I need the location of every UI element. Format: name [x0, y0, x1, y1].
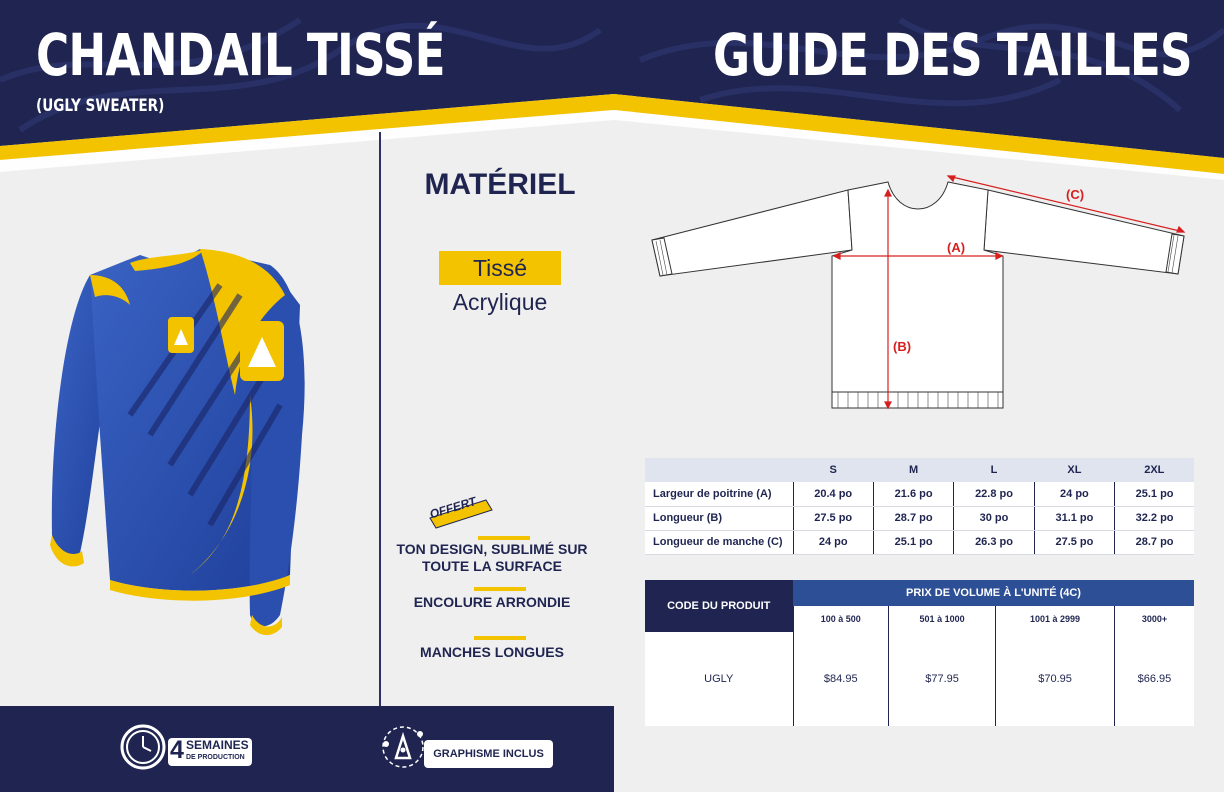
table-cell: 26.3 po: [954, 530, 1034, 554]
feature-design: TON DESIGN, SUBLIMÉ SUR TOUTE LA SURFACE: [396, 541, 588, 574]
table-row: [645, 482, 1194, 506]
price-cell: $66.95: [1114, 632, 1194, 726]
table-cell: 25.1 po: [873, 530, 953, 554]
table-cell: 27.5 po: [1034, 530, 1114, 554]
feature-sleeves: MANCHES LONGUES: [420, 644, 564, 660]
pen-tool-icon: [378, 722, 428, 772]
price-cell: $84.95: [793, 632, 889, 726]
table-row: [645, 632, 1194, 726]
product-title: CHANDAIL TISSÉ: [36, 21, 445, 89]
table-cell: 32.2 po: [1115, 506, 1194, 530]
measure-label-b: (B): [893, 339, 912, 354]
size-header: L: [954, 458, 1034, 482]
measure-label-a: (A): [947, 240, 966, 255]
size-guide-title: GUIDE DES TAILLES: [713, 21, 1192, 89]
row-label: Longueur de manche (C): [645, 530, 793, 554]
material-value: Acrylique: [452, 289, 548, 315]
size-header: XL: [1034, 458, 1114, 482]
size-header: 2XL: [1115, 458, 1194, 482]
quantity-header: 501 à 1000: [889, 606, 996, 632]
sweater-image: [40, 235, 370, 645]
feature-divider: [474, 587, 526, 591]
code-header: CODE DU PRODUIT: [645, 580, 793, 632]
weeks-sub: DE PRODUCTION: [186, 754, 245, 761]
table-cell: 25.1 po: [1115, 482, 1194, 506]
table-cell: 24 po: [1034, 482, 1114, 506]
price-cell: $70.95: [996, 632, 1115, 726]
table-cell: 30 po: [954, 506, 1034, 530]
table-cell: 27.5 po: [793, 506, 873, 530]
table-cell: 21.6 po: [873, 482, 953, 506]
table-cell: 28.7 po: [873, 506, 953, 530]
graphics-label: GRAPHISME INCLUS: [433, 748, 544, 760]
table-row: [645, 530, 1194, 554]
vertical-divider: [379, 132, 381, 706]
weeks-number: 4: [170, 736, 184, 764]
volume-header: PRIX DE VOLUME À L'UNITÉ (4C): [793, 580, 1194, 606]
material-type: Tissé: [439, 251, 561, 285]
table-row: [645, 506, 1194, 530]
measure-label-c: (C): [1066, 187, 1085, 202]
material-title: MATÉRIEL: [424, 168, 576, 201]
table-cell: 22.8 po: [954, 482, 1034, 506]
row-label: Largeur de poitrine (A): [645, 482, 793, 506]
size-diagram: [648, 168, 1194, 416]
table-cell: 24 po: [793, 530, 873, 554]
clock-icon: [118, 722, 168, 772]
weeks-label: SEMAINES: [186, 738, 249, 752]
row-label: Longueur (B): [645, 506, 793, 530]
quantity-header: 3000+: [1114, 606, 1194, 632]
table-cell: 20.4 po: [793, 482, 873, 506]
feature-neckline: ENCOLURE ARRONDIE: [413, 594, 571, 610]
size-header: S: [793, 458, 873, 482]
offer-label: OFFERT: [428, 494, 478, 522]
quantity-header: 1001 à 2999: [996, 606, 1115, 632]
size-header: [645, 458, 793, 482]
size-table: [645, 458, 1194, 555]
quantity-header: 100 à 500: [793, 606, 889, 632]
feature-divider: [478, 536, 530, 540]
product-subtitle: (UGLY SWEATER): [36, 96, 165, 116]
table-cell: 31.1 po: [1034, 506, 1114, 530]
price-cell: $77.95: [889, 632, 996, 726]
price-header-row: [645, 580, 1194, 606]
table-cell: 28.7 po: [1115, 530, 1194, 554]
size-header: M: [873, 458, 953, 482]
size-header-row: [645, 458, 1194, 482]
feature-divider: [474, 636, 526, 640]
price-table: [645, 580, 1194, 726]
product-code: UGLY: [645, 632, 793, 726]
